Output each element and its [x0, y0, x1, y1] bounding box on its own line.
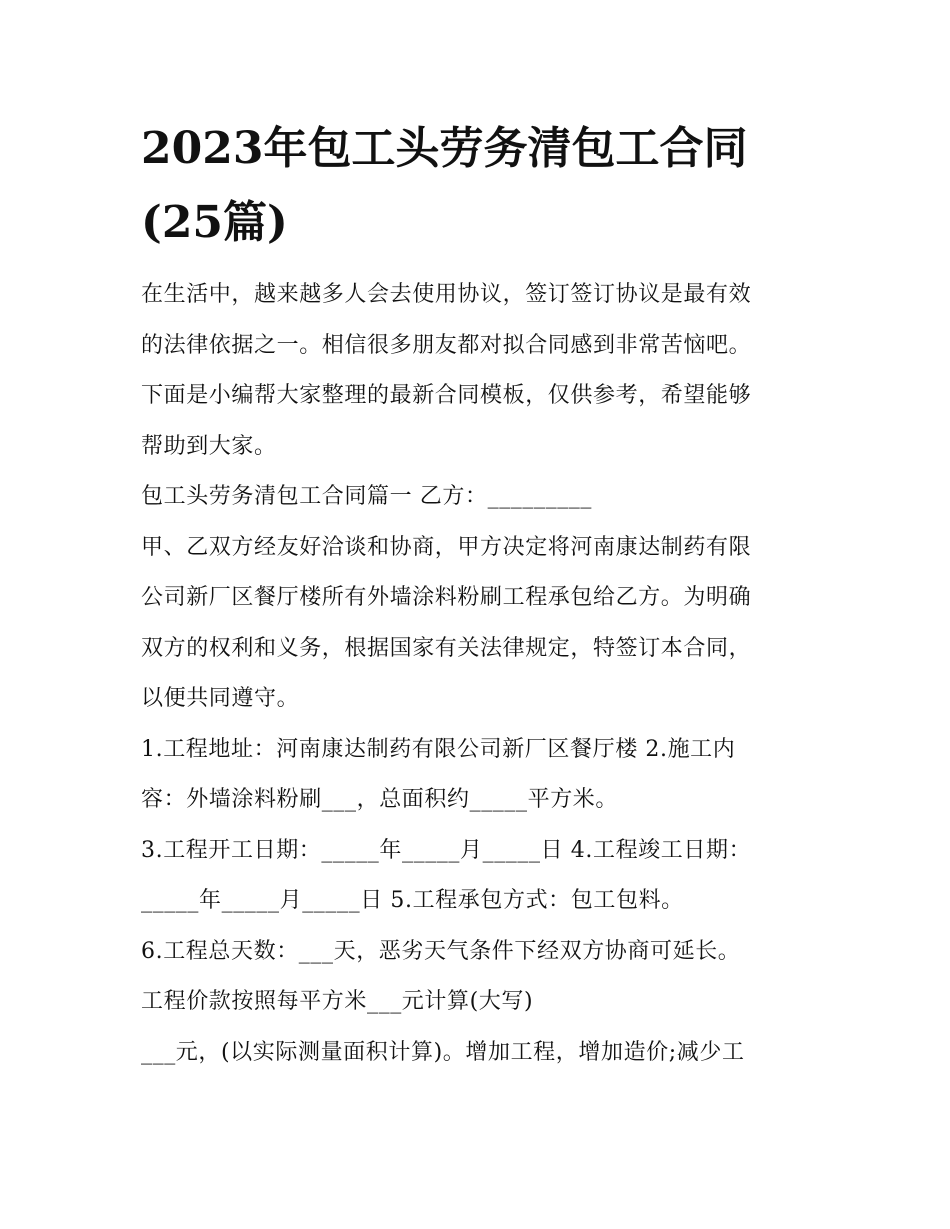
- clause-line: 1.工程地址：河南康达制药有限公司新厂区餐厅楼 2.施工内: [141, 736, 736, 762]
- title-line: 2023年包工头劳务清包工合同: [141, 123, 748, 174]
- paragraph-line: 双方的权利和义务，根据国家有关法律规定，特签订本合同，: [141, 635, 752, 661]
- paragraph-line: 以便共同遵守。: [141, 686, 300, 711]
- paragraph-line: 甲、乙双方经友好洽谈和协商，甲方决定将河南康达制药有限: [141, 534, 752, 560]
- document-body: [141, 270, 813, 1078]
- clause-line: 3.工程开工日期：_____年_____月_____日 4.工程竣工日期：: [141, 837, 752, 863]
- document-page: [141, 112, 813, 1078]
- paragraph-line: 公司新厂区餐厅楼所有外墙涂料粉刷工程承包给乙方。为明确: [141, 585, 752, 610]
- clause-line: _____年_____月_____日 5.工程承包方式：包工包料。: [141, 888, 684, 913]
- section-heading-line: 包工头劳务清包工合同篇一 乙方：_________: [141, 484, 592, 509]
- clause-line: ___元，(以实际测量面积计算)。增加工程，增加造价;减少工: [141, 1039, 745, 1065]
- paragraph-line: 在生活中，越来越多人会去使用协议，签订签订协议是最有效: [141, 282, 752, 307]
- paragraph-line: 的法律依据之一。相信很多朋友都对拟合同感到非常苦恼吧。: [141, 332, 752, 358]
- paragraph-line: 帮助到大家。: [141, 433, 277, 459]
- paragraph-line: 下面是小编帮大家整理的最新合同模板，仅供参考，希望能够: [141, 383, 752, 408]
- document-title: [141, 112, 813, 260]
- clause-line: 容：外墙涂料粉刷___，总面积约_____平方米。: [141, 787, 619, 812]
- clause-line: 工程价款按照每平方米___元计算(大写): [141, 989, 534, 1014]
- title-line: (25篇): [141, 197, 288, 248]
- clause-line: 6.工程总天数：___天，恶劣天气条件下经双方协商可延长。: [141, 938, 741, 964]
